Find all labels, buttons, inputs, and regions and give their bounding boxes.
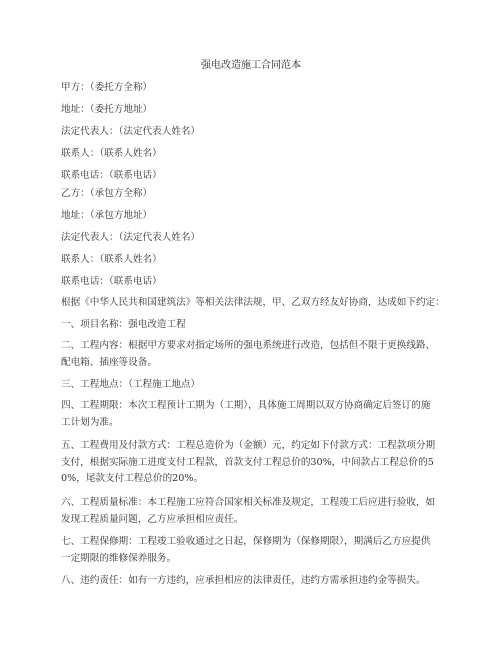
party-b-phone: 联系电话：（联系电话）	[61, 276, 162, 287]
clause-5: 五、工程费用及付款方式：工程总造价为（金额）元，约定如下付款方式：工程款项分期支付，根据实际施工进度支付工程款，首款支付工程总价的30%，中间款占工程总价的50%，尾款支付工程总价的20%。	[61, 440, 436, 484]
party-a-address: 地址：（委托方地址）	[61, 104, 153, 115]
clause-4: 四、工程期限：本次工程预计工期为（工期），具体施工周期以双方协商确定后签订的施工计划为准。	[61, 400, 431, 428]
party-b-contact: 联系人：（联系人姓名）	[61, 254, 162, 265]
party-a-legal-rep: 法定代表人：（法定代表人姓名）	[61, 126, 201, 137]
document-title: 强电改造施工合同范本	[201, 60, 301, 71]
party-b-name: 乙方：（承包方全称）	[61, 188, 153, 199]
clause-8: 八、违约责任：如有一方违约，应承担相应的法律责任，违约方需承担违约金等损失。	[61, 575, 426, 586]
party-a-phone: 联系电话：（联系电话）	[61, 170, 162, 181]
clause-2: 二、工程内容：根据甲方要求对指定场所的强电系统进行改造，包括但不限于更换线路、配电箱、插座等设备。	[61, 340, 436, 368]
party-b-address: 地址：（承包方地址）	[61, 210, 153, 221]
party-b-legal-rep: 法定代表人：（法定代表人姓名）	[61, 232, 201, 243]
clause-1: 一、项目名称：强电改造工程	[61, 319, 186, 330]
clause-6: 六、工程质量标准：本工程施工应符合国家相关标准及规定，工程竣工后应进行验收，如发现工程质量问题，乙方应承担相应责任。	[61, 497, 436, 525]
party-a-contact: 联系人：（联系人姓名）	[61, 148, 162, 159]
party-a-name: 甲方：（委托方全称）	[61, 82, 153, 93]
clause-7: 七、工程保修期：工程竣工验收通过之日起，保修期为（保修期限），期满后乙方应提供一定期限的维修保养服务。	[61, 536, 431, 564]
clause-3: 三、工程地点：（工程施工地点）	[61, 379, 201, 390]
preamble: 根据《中华人民共和国建筑法》等相关法律法规，甲、乙双方经友好协商，达成如下约定：	[61, 297, 445, 308]
